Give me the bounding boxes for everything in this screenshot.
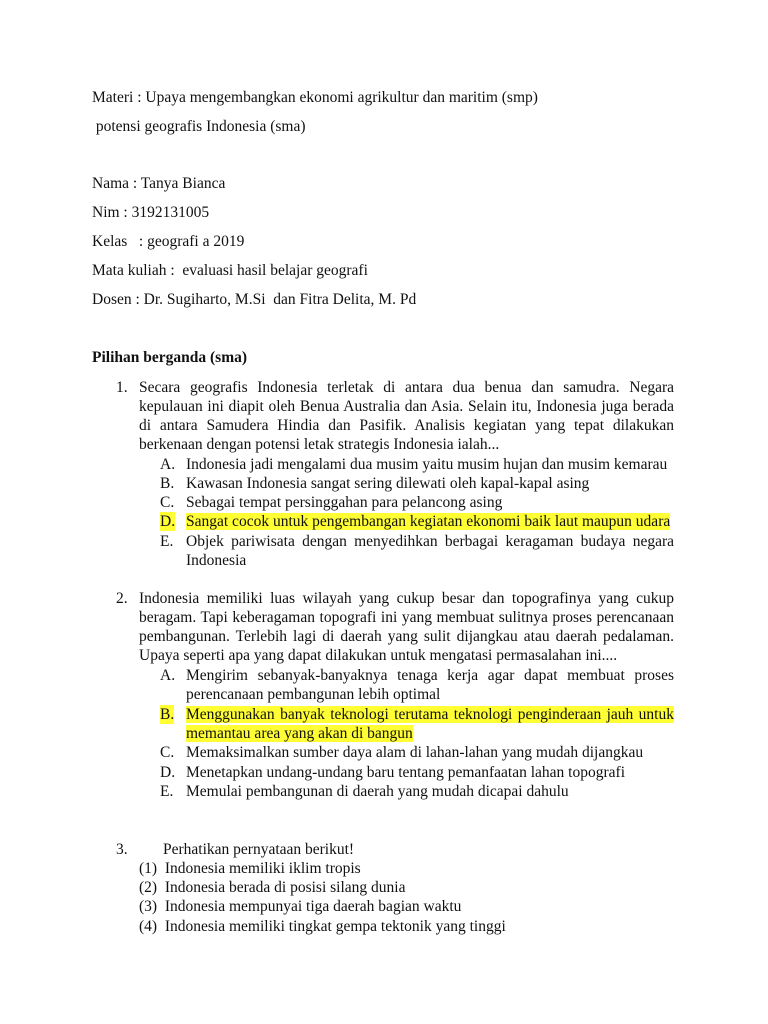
- student-nim: Nim : 3192131005: [92, 204, 210, 221]
- statement-2: [139, 878, 405, 897]
- question-3-number: 3.: [116, 841, 128, 858]
- section-title: Pilihan berganda (sma): [92, 349, 248, 366]
- student-class: Kelas : geografi a 2019: [92, 233, 245, 250]
- question-2-text: Indonesia memiliki luas wilayah yang cukup besar dan topografinya yang cukup beragam. Tapi keberagaman topografi ini yang membuat sulitnya proses perencanaan pembangunan. Terlebih lagi di daerah yang sulit dijangkau atau daerah pedalaman. Upaya seperti apa yang dapat dilakukan untuk mengatasi permasalahan ini....: [139, 590, 674, 664]
- statement-1: [139, 859, 361, 878]
- option-letter: C.: [160, 744, 175, 761]
- option-letter: C.: [160, 494, 175, 511]
- question-2-number: 2.: [116, 590, 128, 607]
- option-letter: E.: [160, 783, 174, 800]
- option-text: Sebagai tempat persinggahan para pelancong asing: [186, 494, 503, 511]
- option-text: Objek pariwisata dengan menyedihkan berbagai keragaman budaya negara Indonesia: [186, 533, 674, 569]
- option-text: Memulai pembangunan di daerah yang mudah dicapai dahulu: [186, 783, 569, 800]
- option-text: Memaksimalkan sumber daya alam di lahan-lahan yang mudah dijangkau: [186, 744, 644, 761]
- question-1-number: 1.: [116, 379, 128, 396]
- statement-number: (2): [139, 879, 158, 896]
- materi-line: Materi : Upaya mengembangkan ekonomi agrikultur dan maritim (smp): [92, 89, 538, 106]
- statement-number: (3): [139, 898, 158, 915]
- lecturer-line: Dosen : Dr. Sugiharto, M.Si dan Fitra Delita, M. Pd: [92, 291, 417, 308]
- option-text: [186, 705, 674, 743]
- option-letter: A.: [160, 667, 176, 684]
- option-letter: B.: [160, 706, 175, 723]
- materi-line-2: potensi geografis Indonesia (sma): [92, 118, 306, 135]
- option-text: Menetapkan undang-undang baru tentang pemanfaatan lahan topografi: [186, 764, 625, 781]
- course-name: Mata kuliah : evaluasi hasil belajar geografi: [92, 262, 368, 279]
- statement-3: [139, 897, 461, 916]
- statement-text: Indonesia mempunyai tiga daerah bagian waktu: [164, 898, 462, 915]
- option-letter: A.: [160, 456, 176, 473]
- option-text: Mengirim sebanyak-banyaknya tenaga kerja agar dapat membuat proses perencanaan pembangunan lebih optimal: [186, 667, 674, 703]
- highlighted-answer: Sangat cocok untuk pengembangan kegiatan ekonomi baik laut maupun udara: [186, 513, 671, 530]
- statement-text: Indonesia berada di posisi silang dunia: [164, 879, 406, 896]
- statement-4: [139, 917, 506, 936]
- option-letter: B.: [160, 475, 175, 492]
- statement-number: (1): [139, 860, 158, 877]
- highlighted-answer: Menggunakan banyak teknologi terutama teknologi penginderaan jauh untuk memantau area yang akan di bangun: [186, 706, 674, 742]
- option-text: Kawasan Indonesia sangat sering dilewati oleh kapal-kapal asing: [186, 475, 590, 492]
- question-3-text: Perhatikan pernyataan berikut!: [163, 841, 355, 858]
- statement-text: Indonesia memiliki iklim tropis: [164, 860, 361, 877]
- question-1-text: Secara geografis Indonesia terletak di antara dua benua dan samudra. Negara kepulauan ini diapit oleh Benua Australia dan Asia. Selain itu, Indonesia juga berada di antara Samudera Hindia dan Pasifik. Analisis kegiatan yang tepat dilakukan berkenaan dengan potensi letak strategis Indonesia ialah...: [139, 379, 674, 453]
- option-letter: D.: [160, 513, 176, 530]
- option-letter: D.: [160, 764, 176, 781]
- option-text: Indonesia jadi mengalami dua musim yaitu musim hujan dan musim kemarau: [186, 456, 668, 473]
- option-text: [186, 512, 674, 531]
- statement-text: Indonesia memiliki tingkat gempa tektonik yang tinggi: [164, 918, 506, 935]
- option-letter: E.: [160, 533, 174, 550]
- statement-number: (4): [139, 918, 158, 935]
- student-name: Nama : Tanya Bianca: [92, 175, 226, 192]
